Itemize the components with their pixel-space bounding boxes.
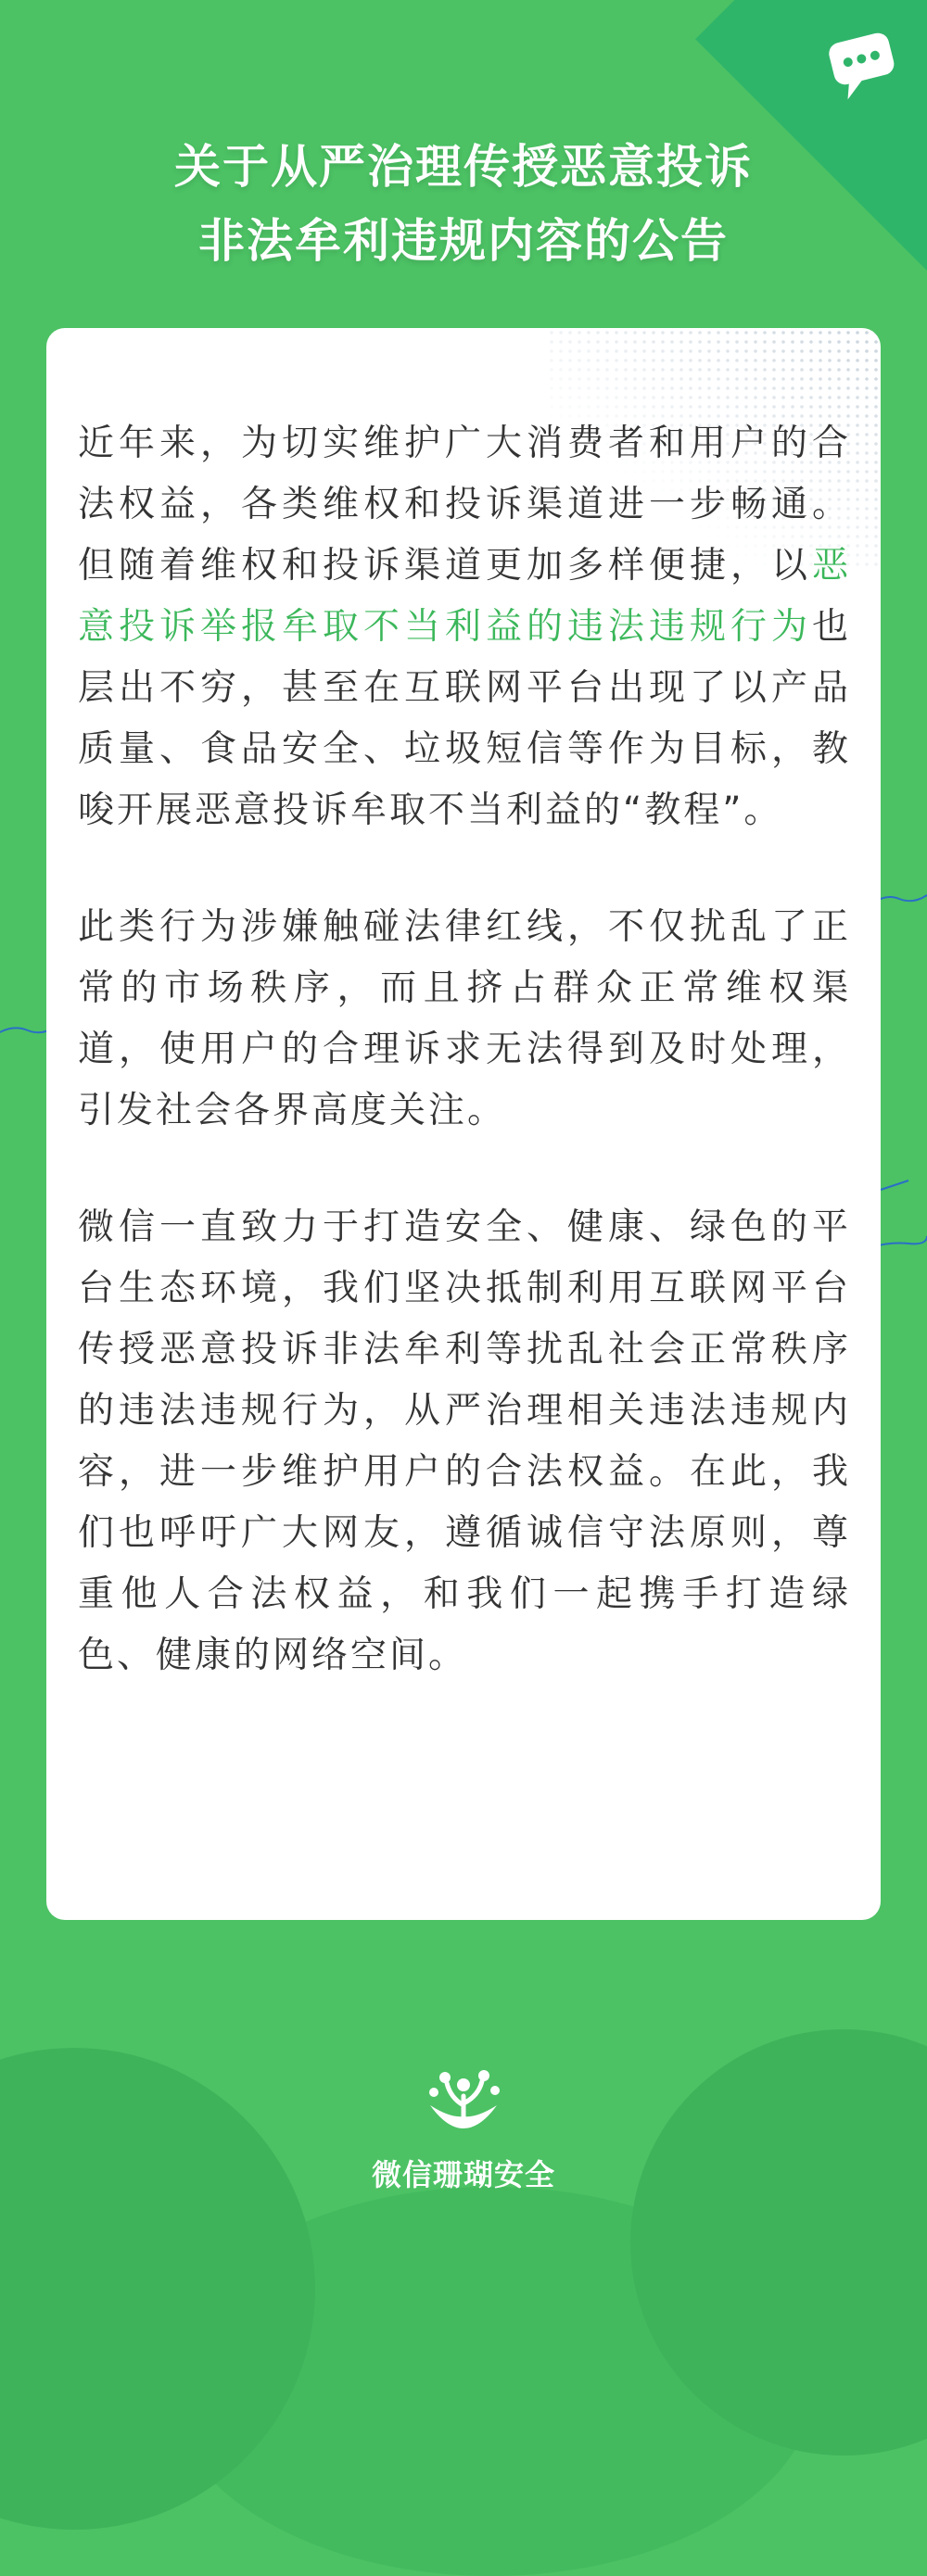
paragraph-2: 此类行为涉嫌触碰法律红线，不仅扰乱了正常的市场秩序，而且挤占群众正常维权渠道，使用户的合理诉求无法得到及时处理，引发社会各界高度关注。 <box>78 906 851 1131</box>
highlighted-phrase: 恶意投诉举报牟取不当利益的违法违规行为 <box>78 545 851 648</box>
footer <box>0 2063 927 2194</box>
brand-name: 微信珊瑚安全 <box>371 2157 555 2192</box>
paragraph-1 <box>78 413 851 841</box>
paragraph-1-text-end: 也层出不穷，甚至在互联网平台出现了以产品质量、食品安全、垃圾短信等作为目标，教唆开展恶意投诉牟取不当利益的“教程”。 <box>78 606 851 831</box>
title-line-2: 非法牟利违规内容的公告 <box>198 214 729 268</box>
title-line-1: 关于从严治理传授恶意投诉 <box>174 140 753 194</box>
announcement-body <box>78 413 851 1742</box>
announcement-card <box>46 328 881 1920</box>
paragraph-3: 微信一直致力于打造安全、健康、绿色的平台生态环境，我们坚决抵制利用互联网平台传授恶意投诉非法牟利等扰乱社会正常秩序的违法违规行为，从严治理相关违法违规内容，进一步维护用户的合法权益。在此，我们也呼吁广大网友，遵循诚信守法原则，尊重他人合法权益，和我们一起携手打造绿色、健康的网络空间。 <box>78 1206 851 1676</box>
coral-logo-icon <box>417 2063 510 2146</box>
page-title <box>0 130 927 278</box>
paragraph-1-text-start: 近年来，为切实维护广大消费者和用户的合法权益，各类维权和投诉渠道进一步畅通。但随着维权和投诉渠道更加多样便捷，以 <box>78 423 851 587</box>
